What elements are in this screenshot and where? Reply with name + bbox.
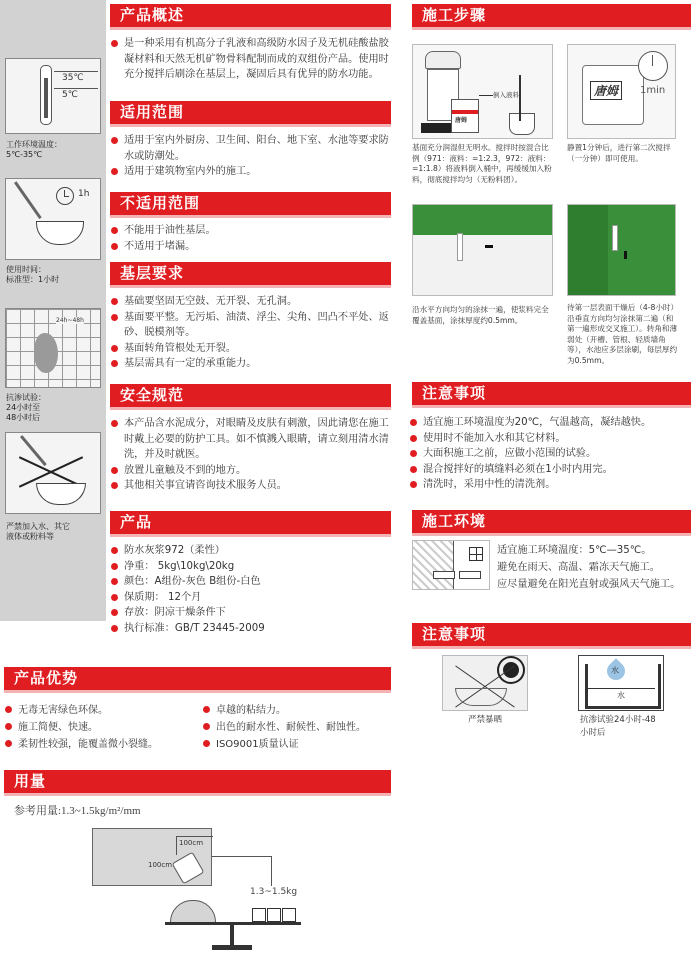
list-item: 适用于室内外厨房、卫生间、阳台、地下室、水池等要求防水或防潮处。 [110, 133, 392, 164]
dimension-left-label: 100cm [148, 861, 173, 869]
section-header-base: 基层要求 [110, 262, 391, 285]
list-item: 存放：阴凉干燥条件下 [110, 605, 392, 621]
list-item: 柔韧性较强，能覆盖微小裂缝。 [4, 736, 204, 753]
sidebar-label-seep-line1: 24小时至 [6, 403, 41, 412]
pour-bucket-icon [36, 221, 84, 245]
thermometer-panel [5, 58, 101, 134]
pour-liquid-label: 倒入液料 [493, 91, 519, 99]
section-header-usage: 用量 [4, 770, 391, 793]
list-item: 适宜施工环境温度为20℃，气温越高，凝结越快。 [409, 415, 694, 431]
list-item: 清洗时，采用中性的清洗剂。 [409, 477, 694, 493]
bucket-icon [451, 99, 479, 133]
usage-reference: 参考用量:1.3~1.5kg/m²/mm [14, 805, 141, 817]
environment-line: 应尽量避免在阳光直射或强风天气施工。 [497, 579, 681, 590]
section-header-safety: 安全规范 [110, 384, 391, 407]
sidebar-label-time-value: 标准型：1小时 [6, 275, 60, 284]
list-item: 大面积施工之前，应做小范围的试验。 [409, 446, 694, 462]
section-header-notes2: 注意事项 [412, 623, 691, 646]
trowel-icon [612, 225, 618, 251]
list-item: 混合搅拌好的填缝料必须在1小时内用完。 [409, 462, 694, 478]
list-item: 不能用于油性基层。 [110, 223, 392, 239]
usage-time-panel [5, 178, 101, 260]
water-test-caption-line: 小时后 [580, 728, 606, 738]
list-item: ISO9001质量认证 [202, 736, 402, 753]
section-header-notes: 注意事项 [412, 382, 691, 405]
sun-warning-image [442, 655, 528, 711]
thermo-high-label: 35℃ [62, 73, 84, 83]
list-item: 其他相关事宜请咨询技术服务人员。 [110, 478, 392, 494]
sun-warning-caption: 严禁暴晒 [468, 715, 503, 725]
tiles-label: 24h~48h [56, 317, 84, 324]
seepage-test-panel [5, 308, 101, 388]
list-item: 防水灰浆972（柔性） [110, 543, 392, 559]
step2-image [567, 44, 676, 139]
section-header-advantages: 产品优势 [4, 667, 391, 690]
stain-icon [34, 333, 58, 373]
timer-clock-icon [638, 51, 668, 81]
water-test-image [578, 655, 664, 711]
clock-icon [56, 187, 74, 205]
water-label: 水 [617, 691, 625, 700]
sidebar-label-time-title: 使用时间： [6, 265, 46, 274]
step4-caption: 待第一层表面干燥后（4-8小时）沿垂直方向均匀涂抹第二遍（和第一遍形成交叉施工）。转角和薄弱处（开槽、管根、轻质墙角等），水池应多层涂刷，每层厚约为0.5mm。 [567, 303, 679, 365]
list-item: 颜色：A组份-灰色 B组份-白色 [110, 574, 392, 590]
step1-image [412, 44, 553, 139]
forbidden-panel [5, 432, 101, 514]
section-header-product: 产品 [110, 511, 391, 534]
step1-caption: 基面充分润湿但无明水。搅拌时按混合比例（971：液料：=1:2.3，972：液料：=1:1.8）将液料倒入桶中，再缓缓加入粉料，彻底搅拌均匀（无粉料团）。 [412, 143, 552, 184]
weights-icon [252, 906, 296, 922]
section-header-environment: 施工环境 [412, 510, 691, 533]
wind-arrow-icon [433, 571, 455, 579]
trowel-icon [457, 233, 463, 261]
section-header-not-scope: 不适用范围 [110, 192, 391, 215]
list-item: 出色的耐水性、耐候性、耐蚀性。 [202, 719, 402, 736]
environment-line: 适宜施工环境温度：5℃—35℃。 [497, 545, 652, 556]
one-minute-label: 1min [640, 85, 666, 96]
section-header-steps: 施工步骤 [412, 4, 691, 27]
water-test-caption-line: 抗渗试验24小时-48 [580, 715, 656, 725]
mixer-icon [509, 113, 535, 135]
list-item: 基面转角管根处无开裂。 [110, 341, 392, 357]
list-item: 放置儿童触及不到的地方。 [110, 463, 392, 479]
thermometer-icon [40, 65, 52, 125]
clock-label: 1h [78, 189, 90, 199]
worker-figure-icon [425, 51, 461, 69]
mortar-pile-icon [170, 900, 216, 924]
environment-line: 避免在雨天、高温、霜冻天气施工。 [497, 562, 660, 573]
list-item: 基层需具有一定的承重能力。 [110, 356, 392, 372]
sidebar-label-seep-line2: 48小时后 [6, 413, 41, 422]
step4-image [567, 204, 676, 296]
list-item: 保质期： 12个月 [110, 590, 392, 606]
list-item: 执行标准：GB/T 23445-2009 [110, 621, 392, 637]
list-item: 基础要坚固无空鼓、无开裂、无孔洞。 [110, 294, 392, 310]
list-item: 净重： 5kg\10kg\20kg [110, 559, 392, 575]
list-item: 卓越的粘结力。 [202, 702, 402, 719]
list-item: 本产品含水泥成分，对眼睛及皮肤有刺激，因此请您在施工时戴上必要的防护工具。如不慎溅入眼睛，请立刻用清水清洗，并及时就医。 [110, 416, 392, 463]
sidebar-label-seep-title: 抗渗试验： [6, 393, 46, 402]
bucket-brand-label: 唐姆 [455, 117, 468, 124]
weight-label: 1.3~1.5kg [250, 887, 298, 897]
environment-image [412, 540, 490, 590]
thermo-low-label: 5℃ [62, 90, 78, 100]
sidebar-label-temp-title: 工作环境温度： [6, 140, 62, 149]
drop-label: 水 [611, 666, 619, 675]
list-item: 施工简便、快速。 [4, 719, 204, 736]
sidebar-label-forbid-line1: 严禁加入水、其它 [6, 522, 70, 531]
list-item: 无毒无害绿色环保。 [4, 702, 204, 719]
sidebar-label-temp-range: 5℃-35℃ [6, 150, 43, 159]
left-sidebar [0, 0, 106, 621]
step3-caption: 沿水平方向均匀的涂抹一遍，使浆料完全覆盖基面，涂抹厚度约0.5mm。 [412, 305, 549, 325]
step3-image [412, 204, 553, 296]
list-item: 适用于建筑物室内外的施工。 [110, 164, 392, 180]
list-item: 基面要平整。无污垢、油渍、浮尘、尖角、凹凸不平处、返砂、脱模剂等。 [110, 310, 392, 341]
step2-caption: 静置1分钟后，进行第二次搅拌（一分钟）即可使用。 [567, 143, 671, 163]
overview-text: 是一种采用有机高分子乳液和高级防水因子及无机硅酸盐胶凝材料和天然无机矿物骨料配制而成的双组份产品。使用时充分搅拌后刷涂在基层上，凝固后具有优异的防水功能。 [110, 36, 392, 83]
step2-brand-label: 唐姆 [590, 81, 622, 100]
window-icon [469, 547, 483, 561]
sidebar-label-forbid-line2: 液体或粉料等 [6, 532, 54, 541]
section-header-overview: 产品概述 [110, 4, 391, 27]
section-header-scope: 适用范围 [110, 101, 391, 124]
list-item: 不适用于堵漏。 [110, 239, 392, 255]
dimension-top-label: 100cm [179, 839, 204, 847]
list-item: 使用时不能加入水和其它材料。 [409, 431, 694, 447]
